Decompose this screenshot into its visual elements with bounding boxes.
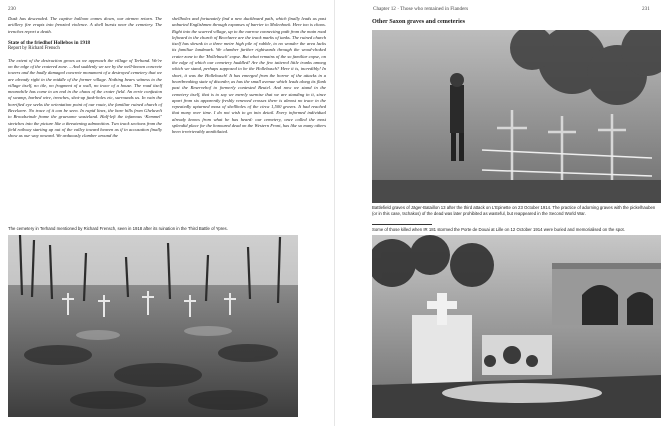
right-page-number: 231: [642, 6, 650, 12]
intro-paragraph: Dusk has descended. The captive balloon comes down, our airmen return. The artillery fire erupts into frenzied violence. A shell bursts near the cemetery. The trenches report a death.: [8, 16, 162, 34]
right-section-title: Other Saxon graves and cemeteries: [372, 18, 466, 25]
battlefield-graves-photo: [372, 30, 661, 203]
body-paragraph-1: The extent of the destruction grows as we approach the village of Terhand. We're on the edge of the cratered zone. – And suddenly we see by the well-known concrete towers and the badly damaged concrete monument of a destroyed cemetery that we are already right in the middle of the former village. Nothing bears witness to the village itself, no tile, no fragment of a wall, no trace of a house. The road itself meanwhile has come to an end in the chaos of the crater field. An eerie confusion of swamp, barbed wire, trenches, shot-up funk-holes etc, surrounds us. In vain the horrified eye seeks the orientation point of our route, the familiar ruined church of Becelaere. No trace of it can be seen. In rapid lines, the bare hills from Gheluvelt to Broodseinde frame the gruesome wasteland. Half-left the infamous ‘Kemmel’ stretches into the picture like a threatening admonition. Two track sections from the field railway starting up out of the valley toward heaven as if in accusation finally show us our way onward. We arduously clamber around the: [8, 57, 162, 139]
right-running-head: Chapter 12 · Those who remained in Flanders: [373, 6, 469, 12]
ruined-cemetery-photo: [8, 235, 298, 417]
report-byline: Report by Richard Frensch: [8, 46, 60, 52]
left-column-1: [8, 16, 162, 140]
right-caption-top: Battlefield graves of Jäger-Bataillon 13 after the third attack on L'Epinette on 23 October 1914. The practice of adorning graves with the pickelhauben (or in this case, tschakos) of the dead was later prohibited as wasteful, but reappeared in the Second World War.: [372, 205, 656, 216]
lille-memorial-photo: [372, 235, 661, 418]
caption-divider: [372, 224, 432, 225]
left-photo-caption: The cemetery in Terhand mentioned by Richard Frensch, seen in 1918 after its ruination in the Third Battle of Ypres.: [8, 226, 228, 231]
section-heading: State of the friedhof Hollebos in 1918: [8, 39, 91, 46]
body-paragraph-2: shellholes and fortunately find a new duckboard path, which finally leads us past unburied Englishmen through expanses of barrier to Molenhoek. Here too is chaos. Right into the scarred village, up to the narrow connecting path from the main road leftward to the church of Becelaere are the track marks of tanks. The ruined church itself has shrunk to a three metre high pile of rubble, to no wonder the area lacks its familiar landmark. We clamber further rightwards through the wood-choked crater zone to the 'Hollebusch' copse. But what remains of the so familiar copse, on the edge of which our cemetery huddled! Are the few tattered little trunks among which we stand, perhaps supposed to be the Hollebusch? Here it is, incredibly! In short, it was the Hollebusch! It has emerged from the horror of the attacks in a heartbreaking state of disorder, as has the small avenue which leads along its flank past the Reservehof to formerly contested Beutel. And now we stand in the cemetery itself, that is to say we merely surmise that we are standing in it, since apart from six apparently freshly renewed crosses there is almost no trace in the repeatedly upturned mass of shellholes of the circa 1,500 graves. It had reached that many over time. I do not wish to go into detail. Every informed individual already knows from what he has heard: our cemetery, once called the most splendid place for the honoured dead on the Western Front, has like so many others been irretrievably annihilated.: [172, 16, 326, 135]
left-page: [0, 0, 334, 426]
left-column-2: [172, 16, 326, 136]
right-caption-bottom: Some of those killed when IR 181 stormed the Porte de Douai at Lille on 12 October 1914 were buried and memorialised on the spot.: [372, 227, 625, 232]
right-page: [335, 0, 669, 426]
left-page-number: 230: [8, 6, 16, 12]
